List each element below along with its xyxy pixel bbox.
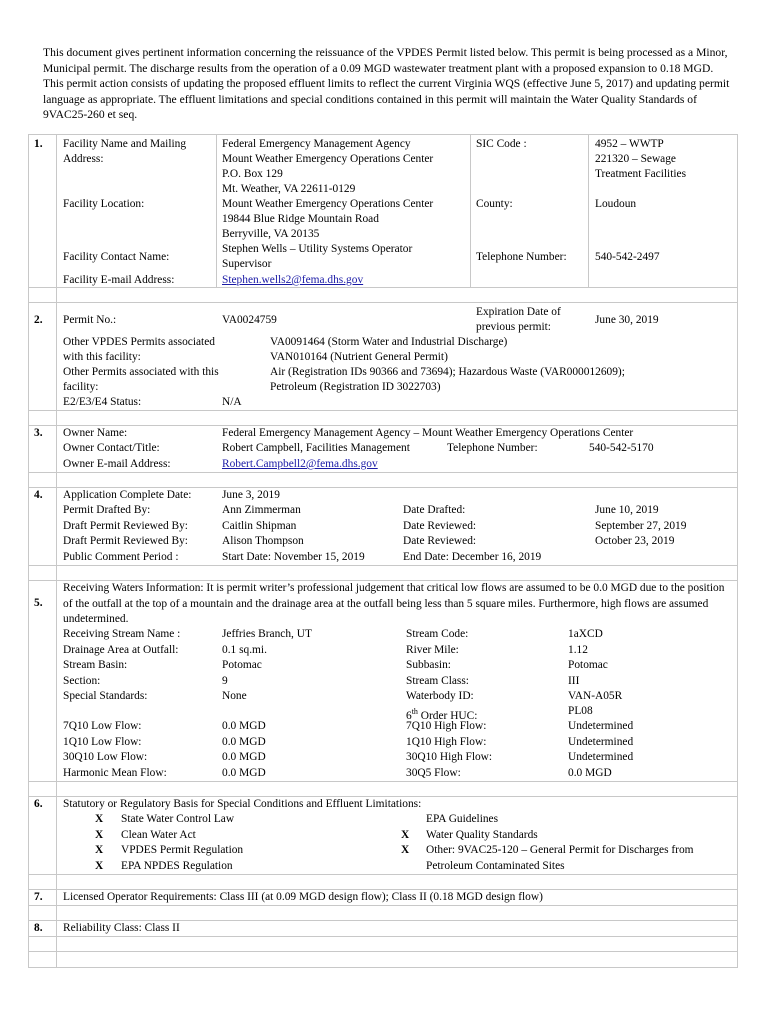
stream-field-label: Section:	[63, 674, 101, 687]
regulation-label: EPA NPDES Regulation	[121, 859, 233, 872]
other-vpdes-value: VA0091464 (Storm Water and Industrial Discharge)	[270, 336, 508, 348]
facility-location-line: 19844 Blue Ridge Mountain Road	[222, 213, 379, 225]
huc-label: 6th Order HUC:	[406, 707, 478, 722]
flow-label: 7Q10 Low Flow:	[63, 720, 142, 732]
drafted-by-label: Permit Drafted By:	[63, 504, 151, 516]
stream-field-value: 1.12	[568, 643, 588, 656]
expiration-value: June 30, 2019	[595, 314, 659, 326]
comment-start-date: Start Date: November 15, 2019	[222, 551, 365, 563]
flow-value: Undetermined	[568, 751, 634, 763]
stream-field-value: Potomac	[222, 659, 262, 671]
facility-email-link[interactable]: Stephen.wells2@fema.dhs.gov	[222, 274, 364, 286]
application-date-label: Application Complete Date:	[63, 489, 192, 501]
date-reviewed-value: October 23, 2019	[595, 535, 675, 547]
stream-field-label: Waterbody ID:	[406, 690, 474, 702]
flow-label: 30Q10 Low Flow:	[63, 751, 148, 763]
stream-field-label: River Mile:	[406, 643, 459, 656]
date-drafted-value: June 10, 2019	[595, 504, 659, 516]
owner-name-label: Owner Name:	[63, 427, 128, 439]
expiration-label: Expiration Date of	[476, 306, 561, 318]
other-vpdes-label-2: with this facility:	[63, 351, 141, 363]
checkbox-mark: X	[95, 813, 104, 825]
flow-label: Harmonic Mean Flow:	[63, 766, 167, 779]
flow-value: 0.0 MGD	[222, 766, 266, 779]
checkbox-mark: X	[95, 844, 104, 856]
stream-field-value: Potomac	[568, 659, 608, 671]
sic-code-label: SIC Code :	[476, 138, 527, 150]
section-2-number: 2.	[34, 314, 43, 326]
comment-end-date: End Date: December 16, 2019	[403, 551, 542, 563]
public-comment-label: Public Comment Period :	[63, 551, 179, 563]
checkbox-mark: X	[95, 828, 104, 841]
huc-value: PL08	[568, 705, 593, 717]
reliability-class-text: Reliability Class: Class II	[63, 922, 180, 934]
checkbox-mark: X	[401, 828, 410, 841]
reviewed-by-label: Draft Permit Reviewed By:	[63, 520, 188, 532]
checkbox-mark: X	[401, 844, 410, 856]
date-drafted-label: Date Drafted:	[403, 504, 466, 516]
facility-location-line: Mount Weather Emergency Operations Center	[222, 198, 434, 210]
stream-field-value: 9	[222, 674, 228, 687]
stream-field-value: 1aXCD	[568, 628, 603, 640]
flow-label: 7Q10 High Flow:	[406, 720, 487, 732]
stream-field-value: Jeffries Branch, UT	[222, 628, 312, 640]
stream-field-label: Stream Class:	[406, 674, 469, 687]
flow-label: 30Q5 Flow:	[406, 766, 461, 779]
regulatory-basis-title: Statutory or Regulatory Basis for Special Conditions and Effluent Limitations:	[63, 798, 422, 810]
reviewed-by-label: Draft Permit Reviewed By:	[63, 535, 188, 547]
e2-status-label: E2/E3/E4 Status:	[63, 396, 142, 408]
stream-field-label: Special Standards:	[63, 690, 148, 702]
owner-email-link[interactable]: Robert.Campbell2@fema.dhs.gov	[222, 458, 378, 470]
regulation-label: State Water Control Law	[121, 813, 235, 825]
county-value: Loudoun	[595, 198, 637, 210]
section-4-number: 4.	[34, 489, 43, 501]
regulation-label: VPDES Permit Regulation	[121, 844, 244, 856]
intro-paragraph: This document gives pertinent information concerning the reissuance of the VPDES Permit listed below. This permit is being processed as a Minor, Municipal permit. The discharge results from the operation of a 0.09 MGD wastewater treatment plant with a proposed expansion to 0.18 MGD. This permit action consists of updating the proposed effluent limits to reflect the current Virginia WQS (effective June 5, 2017) and updating permit language as appropriate. The effluent limitations and special conditions contained in this permit will maintain the Water Quality Standards of 9VAC25-260 et seq.	[43, 46, 730, 121]
section-1-number: 1.	[34, 138, 43, 150]
regulation-label: Clean Water Act	[121, 828, 196, 841]
flow-value: Undetermined	[568, 720, 634, 732]
stream-field-label: Drainage Area at Outfall:	[63, 643, 179, 656]
other-permits-label: Other Permits associated with this	[63, 366, 219, 378]
reviewed-by-value: Alison Thompson	[222, 535, 304, 547]
expiration-label-2: previous permit:	[476, 321, 551, 333]
facility-phone-value: 540-542-2497	[595, 251, 660, 263]
stream-field-value: VAN-A05R	[568, 690, 623, 702]
flow-label: 30Q10 High Flow:	[406, 751, 493, 763]
owner-name-value: Federal Emergency Management Agency – Mount Weather Emergency Operations Center	[222, 427, 634, 439]
other-permits-value: Petroleum (Registration ID 3022703)	[270, 381, 441, 393]
owner-phone-label: Telephone Number:	[447, 442, 538, 454]
facility-email-label: Facility E-mail Address:	[63, 274, 175, 286]
reviewed-by-value: Caitlin Shipman	[222, 520, 297, 532]
flow-value: 0.0 MGD	[222, 720, 266, 732]
other-permits-value: Air (Registration IDs 90366 and 73694); Hazardous Waste (VAR000012609);	[270, 366, 625, 378]
section-6-number: 6.	[34, 798, 43, 810]
permit-no-value: VA0024759	[222, 314, 277, 326]
flow-value: 0.0 MGD	[222, 751, 266, 763]
e2-status-value: N/A	[222, 396, 242, 408]
drafted-by-value: Ann Zimmerman	[222, 504, 301, 516]
stream-field-label: Stream Basin:	[63, 659, 128, 671]
regulation-label: Petroleum Contaminated Sites	[426, 859, 565, 872]
facility-name-line: P.O. Box 129	[222, 168, 283, 180]
flow-value: 0.0 MGD	[568, 766, 612, 779]
regulation-label: Other: 9VAC25-120 – General Permit for Discharges from	[426, 844, 694, 856]
facility-contact-line: Supervisor	[222, 258, 272, 270]
facility-phone-label: Telephone Number:	[476, 251, 567, 263]
facility-location-line: Berryville, VA 20135	[222, 228, 320, 240]
county-label: County:	[476, 198, 513, 210]
licensed-operator-text: Licensed Operator Requirements: Class III (at 0.09 MGD design flow); Class II (0.18 MGD design flow)	[63, 891, 543, 903]
other-permits-label-2: facility:	[63, 381, 99, 393]
stream-field-value: 0.1 sq.mi.	[222, 643, 267, 656]
stream-field-value: None	[222, 690, 247, 702]
permit-no-label: Permit No.:	[63, 314, 117, 326]
other-vpdes-value: VAN010164 (Nutrient General Permit)	[270, 351, 448, 363]
checkbox-mark: X	[95, 859, 104, 872]
stream-field-label: Subbasin:	[406, 659, 451, 671]
other-vpdes-label: Other VPDES Permits associated	[63, 336, 215, 348]
regulation-label: EPA Guidelines	[426, 813, 499, 825]
date-reviewed-label: Date Reviewed:	[403, 520, 477, 532]
owner-contact-value: Robert Campbell, Facilities Management	[222, 442, 410, 454]
date-reviewed-label: Date Reviewed:	[403, 535, 477, 547]
sic-code-line: 4952 – WWTP	[595, 138, 664, 150]
application-date-value: June 3, 2019	[222, 489, 280, 501]
facility-name-line: Mount Weather Emergency Operations Center	[222, 153, 434, 165]
stream-field-value: III	[568, 674, 580, 687]
owner-phone-value: 540-542-5170	[589, 442, 654, 454]
section-5-number: 5.	[34, 597, 43, 609]
stream-field-label: Receiving Stream Name :	[63, 628, 181, 640]
facility-contact-label: Facility Contact Name:	[63, 251, 170, 263]
section-7-number: 7.	[34, 891, 43, 903]
flow-label: 1Q10 Low Flow:	[63, 735, 142, 748]
huc-superscript: th	[411, 707, 418, 716]
stream-field-label: Stream Code:	[406, 628, 469, 640]
flow-value: 0.0 MGD	[222, 735, 266, 748]
section-8-number: 8.	[34, 922, 43, 934]
facility-name-line: Mt. Weather, VA 22611-0129	[222, 183, 356, 195]
receiving-waters-info: Receiving Waters Information: It is permit writer’s professional judgement that critical low flows are assumed to be 0.0 MGD due to the position of the outfall at the top of a mountain and the drainage area at the outfall being less than 5 square miles. Furthermore, high flows are assumed undetermined.	[63, 582, 725, 625]
owner-contact-label: Owner Contact/Title:	[63, 442, 160, 454]
regulation-label: Water Quality Standards	[426, 828, 538, 841]
sic-code-line: 221320 – Sewage	[595, 153, 676, 165]
facility-contact-line: Stephen Wells – Utility Systems Operator	[222, 243, 413, 255]
section-3-number: 3.	[34, 427, 43, 439]
facility-name-label: Facility Name and Mailing	[63, 138, 187, 150]
owner-email-label: Owner E-mail Address:	[63, 458, 171, 470]
facility-name-line: Federal Emergency Management Agency	[222, 138, 411, 150]
date-reviewed-value: September 27, 2019	[595, 520, 687, 532]
flow-label: 1Q10 High Flow:	[406, 735, 487, 748]
sic-code-line: Treatment Facilities	[595, 168, 687, 180]
facility-address-label: Address:	[63, 153, 104, 165]
flow-value: Undetermined	[568, 735, 634, 748]
facility-location-label: Facility Location:	[63, 198, 145, 210]
